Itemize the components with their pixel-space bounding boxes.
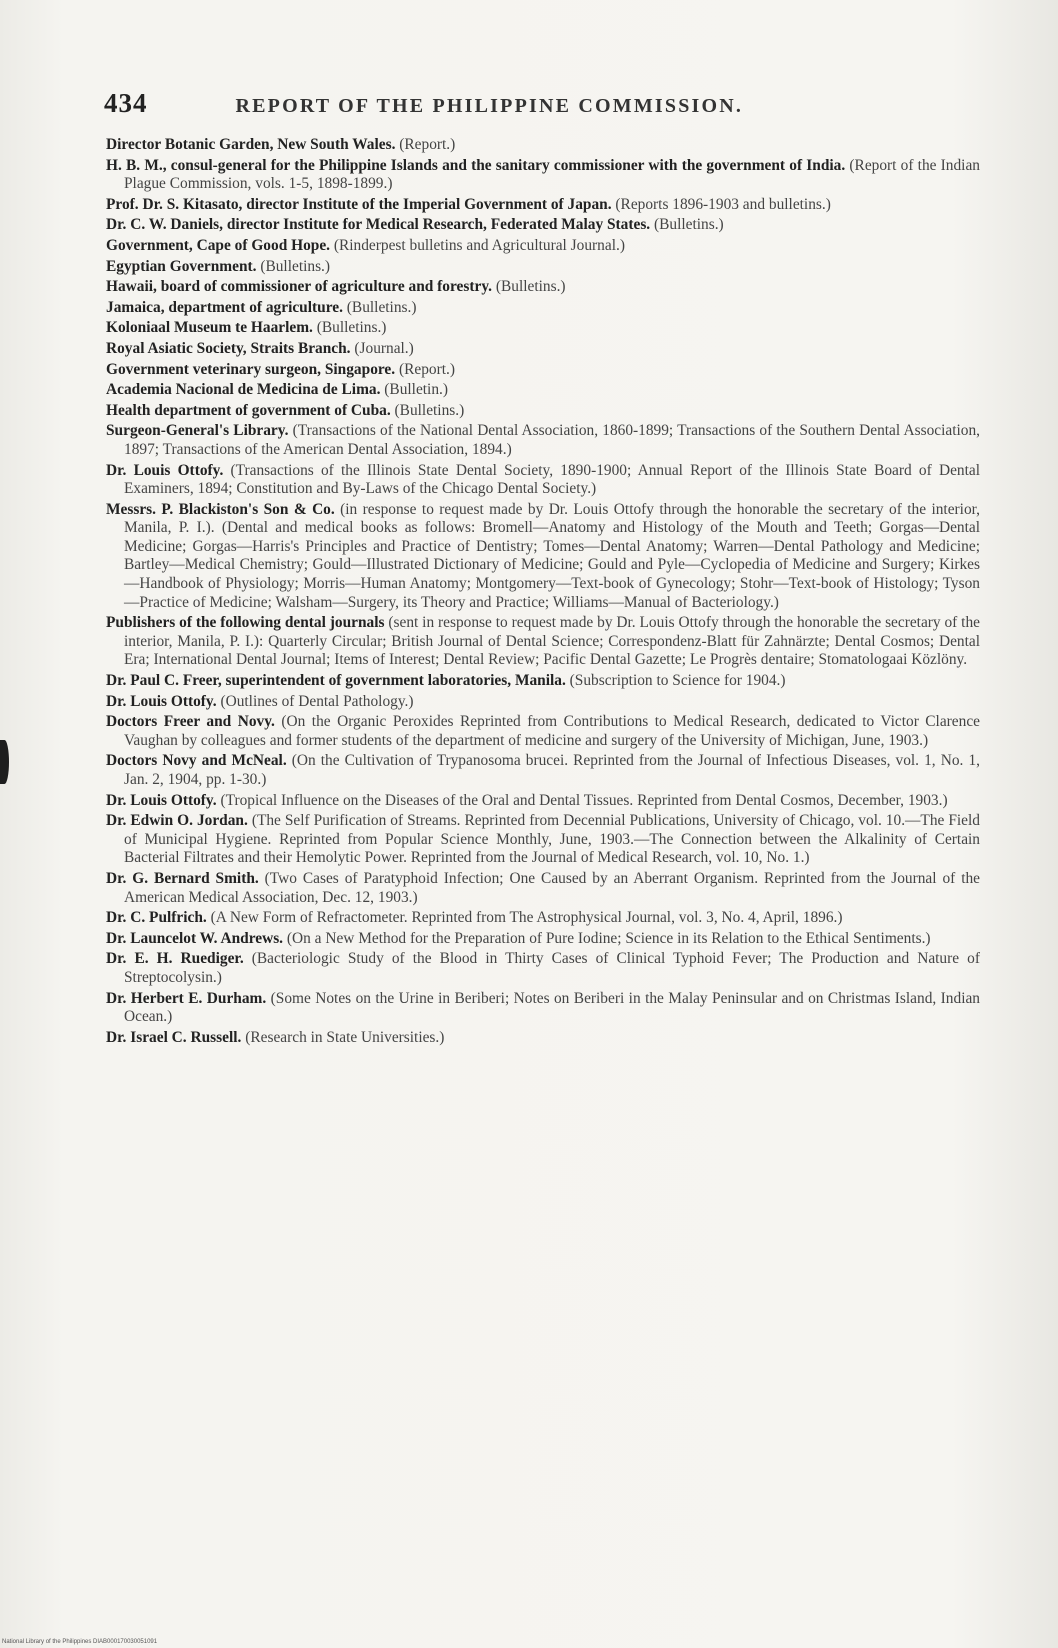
entry-name: Dr. Edwin O. Jordan. bbox=[106, 812, 248, 830]
list-item bbox=[106, 299, 980, 318]
list-item bbox=[106, 278, 980, 297]
entry-description: (Bulletins.) bbox=[390, 401, 465, 419]
list-item bbox=[106, 340, 980, 359]
list-item bbox=[106, 319, 980, 338]
page-header bbox=[104, 88, 984, 118]
entry-description: (Rinderpest bulletins and Agricultural Journal.) bbox=[330, 236, 625, 254]
entry-name: Dr. Louis Ottofy. bbox=[106, 461, 224, 479]
entry-name: Director Botanic Garden, New South Wales. bbox=[106, 136, 396, 153]
entry-description: (Bulletins.) bbox=[650, 216, 724, 234]
list-item bbox=[106, 950, 980, 987]
entry-name: Dr. Launcelot W. Andrews. bbox=[106, 929, 284, 947]
entry-name: Royal Asiatic Society, Straits Branch. bbox=[106, 339, 351, 357]
entry-name: Koloniaal Museum te Haarlem. bbox=[106, 319, 313, 337]
list-item bbox=[106, 752, 980, 789]
entry-name: Dr. G. Bernard Smith. bbox=[106, 869, 259, 887]
entry-description: (in response to request made by Dr. Louis Ottofy through the honorable the secretary of the interior, Manila, P. I.). (Dental and medical books as follows: Bromell—Anatomy and Histology of the Mouth and Teeth; Gorgas—Dental Medicine; Gorgas—Harris's Principles and Practice of Dentistry; Tomes—Dental Anatomy; Warren—Dental Pathology and Medicine; Bartley—Medical Chemistry; Gould—Illustrated Dictionary of Medicine; Gould and Pyle—Cyclopedia of Medicine and Surgery; Kirkes—Handbook of Physiology; Morris—Human Anatomy; Montgomery—Text-book of Gynecology; Stohr—Text-book of Histology; Tyson—Practice of Medicine; Walsham—Surgery, its Theory and Practice; Williams—Manual of Bacteriology.) bbox=[124, 500, 980, 611]
entry-name: Dr. E. H. Ruediger. bbox=[106, 950, 244, 968]
entry-name: Doctors Freer and Novy. bbox=[106, 713, 275, 731]
list-item bbox=[106, 870, 980, 907]
entry-description: (sent in response to request made by Dr. Louis Ottofy through the honorable the secretary of the interior, Manila, P. I.): Quarterly Circular; British Journal of Dental Science; Correspondenz-Blatt für Zahnärzte; Dental Cosmos; Dental Era; International Dental Journal; Items of Interest; Dental Review; Pacific Dental Gazette; Le Progrès dentaire; Stomatologaai Közlöny. bbox=[124, 614, 980, 669]
list-item bbox=[106, 693, 980, 712]
entry-description: (A New Form of Refractometer. Reprinted from The Astrophysical Journal, vol. 3, No. 4, April, 1896.) bbox=[206, 909, 843, 927]
entry-list bbox=[106, 136, 980, 1049]
entry-name: Health department of government of Cuba. bbox=[106, 401, 391, 419]
entry-name: Dr. Louis Ottofy. bbox=[106, 791, 217, 809]
entry-description: (Transactions of the National Dental Association, 1860-1899; Transactions of the Southern Dental Association, 1897; Transactions of the American Dental Association, 1894.) bbox=[124, 422, 980, 458]
entry-description: (Bulletins.) bbox=[256, 257, 331, 275]
list-item bbox=[106, 1029, 980, 1048]
list-item bbox=[106, 930, 980, 949]
list-item bbox=[106, 462, 980, 499]
list-item bbox=[106, 237, 980, 256]
entry-description: (Outlines of Dental Pathology.) bbox=[216, 692, 414, 710]
entry-name: Government veterinary surgeon, Singapore. bbox=[106, 360, 396, 378]
list-item bbox=[106, 713, 980, 750]
list-item bbox=[106, 501, 980, 613]
binding-mark bbox=[0, 740, 9, 784]
entry-name: Dr. C. W. Daniels, director Institute for Medical Research, Federated Malay States. bbox=[106, 216, 651, 234]
entry-name: Government, Cape of Good Hope. bbox=[106, 236, 331, 254]
list-item bbox=[106, 381, 980, 400]
entry-description: (Research in State Universities.) bbox=[241, 1028, 445, 1046]
list-item bbox=[106, 258, 980, 277]
entry-description: (Reports 1896-1903 and bulletins.) bbox=[611, 195, 831, 213]
list-item bbox=[106, 990, 980, 1027]
list-item bbox=[106, 216, 980, 235]
page-number: 434 bbox=[104, 88, 148, 118]
list-item bbox=[106, 812, 980, 868]
entry-description: (Some Notes on the Urine in Beriberi; Notes on Beriberi in the Malay Peninsular and on Christmas Island, Indian Ocean.) bbox=[124, 989, 980, 1026]
list-item bbox=[106, 157, 980, 194]
list-item bbox=[106, 792, 980, 811]
entry-description: (Report.) bbox=[395, 136, 456, 153]
entry-name: Dr. Louis Ottofy. bbox=[106, 692, 217, 710]
scan-footer: National Library of the Philippines DIAB000170030051091 bbox=[2, 1639, 158, 1645]
entry-name: Academia Nacional de Medicina de Lima. bbox=[106, 381, 381, 399]
entry-description: (On a New Method for the Preparation of Pure Iodine; Science in its Relation to the Ethical Sentiments.) bbox=[283, 929, 931, 947]
entry-name: Messrs. P. Blackiston's Son & Co. bbox=[106, 500, 335, 518]
entry-name: Doctors Novy and McNeal. bbox=[106, 752, 287, 770]
entry-name: Dr. Herbert E. Durham. bbox=[106, 989, 267, 1007]
entry-name: Prof. Dr. S. Kitasato, director Institute of the Imperial Government of Japan. bbox=[106, 195, 612, 213]
list-item bbox=[106, 136, 980, 155]
list-item bbox=[106, 422, 980, 459]
entry-description: (On the Organic Peroxides Reprinted from Contributions to Medical Research, dedicated to Victor Clarence Vaughan by colleagues and former students of the department of medicine and surgery of the University of Michigan, June, 1903.) bbox=[124, 713, 980, 749]
entry-description: (Two Cases of Paratyphoid Infection; One Caused by an Aberrant Organism. Reprinted from the Journal of the American Medical Association, Dec. 12, 1903.) bbox=[124, 869, 980, 906]
entry-name: Jamaica, department of agriculture. bbox=[106, 298, 343, 316]
entry-description: (Bulletins.) bbox=[312, 319, 387, 337]
entry-name: H. B. M., consul-general for the Philippine Islands and the sanitary commissioner with the government of India. bbox=[106, 156, 846, 174]
entry-description: (Bulletins.) bbox=[492, 278, 566, 296]
list-item bbox=[106, 672, 980, 691]
list-item bbox=[106, 402, 980, 421]
entry-name: Hawaii, board of commissioner of agriculture and forestry. bbox=[106, 278, 493, 296]
entry-description: (Bulletin.) bbox=[380, 381, 448, 399]
entry-description: (The Self Purification of Streams. Reprinted from Decennial Publications, University of Chicago, vol. 10.—The Field of Municipal Hygiene. Reprinted from Popular Science Monthly, June, 1903.—The Connection between the Alkalinity of Certain Bacterial Filtrates and their Hemolytic Power. Reprinted from the Journal of Medical Research, vol. 10, No. 1.) bbox=[124, 812, 980, 867]
entry-description: (Journal.) bbox=[350, 339, 414, 357]
running-head: REPORT OF THE PHILIPPINE COMMISSION. bbox=[235, 95, 744, 117]
entry-name: Dr. Paul C. Freer, superintendent of government laboratories, Manila. bbox=[106, 672, 566, 690]
entry-name: Publishers of the following dental journals bbox=[106, 614, 385, 632]
entry-description: (Bacteriologic Study of the Blood in Thirty Cases of Clinical Typhoid Fever; The Production and Nature of Streptocolysin.) bbox=[124, 950, 980, 986]
entry-name: Egyptian Government. bbox=[106, 257, 257, 275]
entry-description: (Tropical Influence on the Diseases of the Oral and Dental Tissues. Reprinted from Dental Cosmos, December, 1903.) bbox=[216, 791, 948, 809]
entry-description: (Report.) bbox=[395, 360, 455, 378]
list-item bbox=[106, 614, 980, 670]
entry-description: (Bulletins.) bbox=[342, 298, 417, 316]
entry-description: (Subscription to Science for 1904.) bbox=[565, 672, 786, 690]
entry-description: (Report of the Indian Plague Commission, vols. 1-5, 1898-1899.) bbox=[124, 156, 980, 193]
entry-name: Surgeon-General's Library. bbox=[106, 422, 289, 440]
list-item bbox=[106, 361, 980, 380]
list-item bbox=[106, 909, 980, 928]
entry-name: Dr. Israel C. Russell. bbox=[106, 1028, 242, 1046]
entry-description: (On the Cultivation of Trypanosoma brucei. Reprinted from the Journal of Infectious Diseases, vol. 1, No. 1, Jan. 2, 1904, pp. 1-30.) bbox=[124, 752, 980, 788]
entry-name: Dr. C. Pulfrich. bbox=[106, 909, 207, 927]
entry-description: (Transactions of the Illinois State Dental Society, 1890-1900; Annual Report of the Illinois State Board of Dental Examiners, 1894; Constitution and By-Laws of the Chicago Dental Society.) bbox=[124, 461, 980, 498]
list-item bbox=[106, 196, 980, 215]
